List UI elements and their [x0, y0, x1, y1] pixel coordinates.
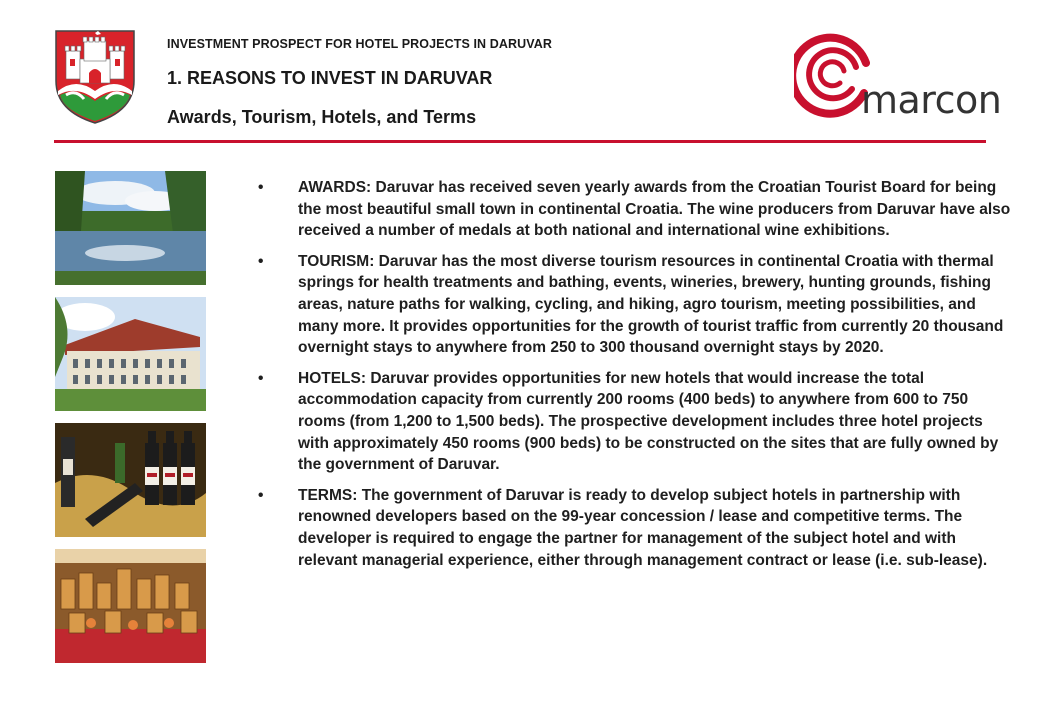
- castle-photo: [55, 297, 206, 411]
- wine-bottles-photo: [55, 423, 206, 537]
- bullet-awards: [258, 177, 1018, 242]
- bullet-tourism: [258, 251, 1018, 359]
- bullet-terms: [258, 485, 1018, 571]
- lake-photo: [55, 171, 206, 285]
- coat-of-arms: [54, 29, 136, 125]
- bullet-marker: •: [258, 486, 264, 504]
- bullet-tourism-text: TOURISM: Daruvar has the most diverse tourism resources in continental Croatia with thermal springs for health treatments and bathing, events, wineries, brewery, hunting grounds, fishing areas, nature paths for walking, cycling, and hiking, agro tourism, meeting possibilities, and many more. It provides opportunities for the growth of tourist traffic from currently 20 thousand overnight stays to anywhere from 250 to 300 thousand overnight stays by 2020.: [298, 252, 1004, 357]
- bullet-hotels: [258, 368, 1018, 476]
- page-subtitle: Awards, Tourism, Hotels, and Terms: [167, 107, 477, 127]
- market-stall-photo: [55, 549, 206, 663]
- bullet-marker: •: [258, 179, 264, 196]
- bullet-terms-text: TERMS: The government of Daruvar is ready to develop subject hotels in partnership with renowned developers based on the 99-year concession / lease and competitive terms. The developer is required to engage the partner for management of the subject hotel and with relevant managerial experience, either through management contract or lease (i.e. sub-lease).: [298, 486, 988, 569]
- bullet-marker: •: [258, 369, 264, 387]
- bullet-awards-text: AWARDS: Daruvar has received seven yearly awards from the Croatian Tourist Board for being the most beautiful small town in continental Croatia. The wine producers from Daruvar have also received a number of medals at both national and international wine exhibitions.: [298, 179, 1011, 240]
- bullet-hotels-text: HOTELS: Daruvar provides opportunities for new hotels that would increase the total accommodation capacity from currently 200 rooms (400 beds) to anywhere from 600 to 750 rooms (from 1,200 to 1,500 beds). The prospective development includes three hotel projects with approximately 450 rooms (900 beds) to be constructed on the sites that are fully owned by the government of Daruvar.: [298, 369, 999, 474]
- bullet-list: [258, 177, 1018, 580]
- header-kicker: INVESTMENT PROSPECT FOR HOTEL PROJECTS IN DARUVAR: [167, 37, 553, 51]
- page-title: 1. REASONS TO INVEST IN DARUVAR: [167, 68, 493, 88]
- bullet-marker: •: [258, 252, 264, 270]
- logo-wordmark: marcon: [861, 78, 1002, 122]
- header-divider: [54, 140, 986, 143]
